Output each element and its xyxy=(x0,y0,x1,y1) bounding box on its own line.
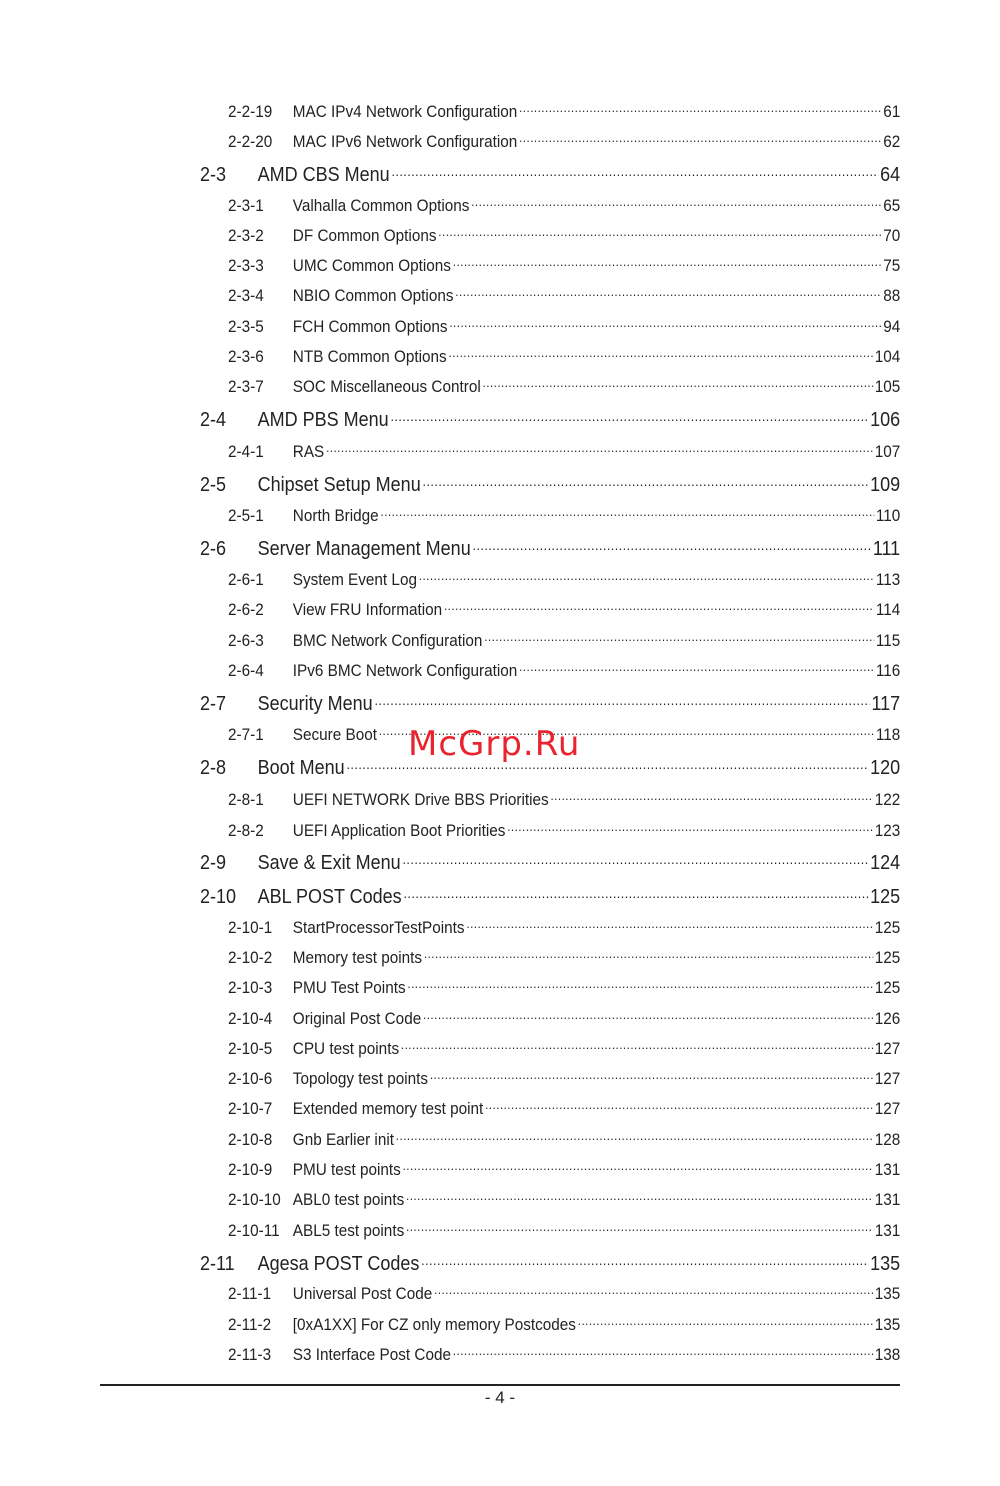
dot-leader xyxy=(423,471,869,491)
toc-section[interactable] xyxy=(200,849,900,873)
toc-entry-title: Secure Boot xyxy=(292,725,378,744)
toc-entry-title: Gnb Earlier init xyxy=(292,1130,394,1149)
toc-section[interactable] xyxy=(200,535,900,559)
dot-leader xyxy=(403,1158,873,1175)
toc-section-title: Chipset Setup Menu xyxy=(257,474,421,496)
toc-entry-title: Memory test points xyxy=(292,948,423,967)
toc-entry[interactable] xyxy=(228,1219,900,1241)
toc-section[interactable] xyxy=(200,406,900,430)
toc-entry-page: 125 xyxy=(874,918,901,937)
dot-leader xyxy=(507,819,873,836)
toc-entry[interactable] xyxy=(228,345,900,367)
toc-entry[interactable] xyxy=(228,194,900,216)
toc-section-number: 2-10 xyxy=(200,886,237,908)
toc-entry-page: 125 xyxy=(874,978,901,997)
toc-entry[interactable] xyxy=(228,976,900,998)
toc-entry-title: BMC Network Configuration xyxy=(292,631,483,650)
toc-entry-page: 123 xyxy=(874,821,901,840)
dot-leader xyxy=(390,406,868,426)
toc-entry[interactable] xyxy=(228,315,900,337)
toc-entry[interactable] xyxy=(228,284,900,306)
toc-entry-page: 65 xyxy=(883,196,901,215)
toc-entry-title: UEFI Application Boot Priorities xyxy=(292,821,506,840)
toc-entry-title: North Bridge xyxy=(292,506,379,525)
toc-entry-page: 138 xyxy=(874,1345,901,1364)
dot-leader xyxy=(484,629,874,646)
toc-section-page: 64 xyxy=(880,164,901,186)
toc-entry-number: 2-3-3 xyxy=(228,256,264,275)
dot-leader xyxy=(453,1343,873,1360)
toc-entry-number: 2-10-11 xyxy=(228,1221,280,1240)
toc-entry-number: 2-6-3 xyxy=(228,631,264,650)
toc-entry-page: 62 xyxy=(883,132,901,151)
toc-entry-number: 2-6-1 xyxy=(228,570,264,589)
toc-entry-title: MAC IPv4 Network Configuration xyxy=(292,102,518,121)
dot-leader xyxy=(406,1188,873,1205)
dot-leader xyxy=(430,1067,873,1084)
toc-section-number: 2-3 xyxy=(200,164,227,186)
toc-entry[interactable] xyxy=(228,946,900,968)
toc-section-title: Server Management Menu xyxy=(257,538,471,560)
toc-entry[interactable] xyxy=(228,1097,900,1119)
toc-entry-number: 2-3-7 xyxy=(228,377,264,396)
toc-section-page: 120 xyxy=(870,757,901,779)
toc-entry[interactable] xyxy=(228,1007,900,1029)
dot-leader xyxy=(444,598,874,615)
toc-entry[interactable] xyxy=(228,100,900,122)
toc-entry[interactable] xyxy=(228,440,900,462)
toc-entry[interactable] xyxy=(228,1158,900,1180)
toc-entry-page: 61 xyxy=(883,102,901,121)
toc-entry-title: DF Common Options xyxy=(292,226,437,245)
toc-entry-title: System Event Log xyxy=(292,570,417,589)
toc-entry[interactable] xyxy=(228,916,900,938)
toc-entry[interactable] xyxy=(228,788,900,810)
toc-section-page: 106 xyxy=(870,409,901,431)
toc-entry-page: 122 xyxy=(874,790,901,809)
toc-entry-number: 2-3-1 xyxy=(228,196,264,215)
toc-entry[interactable] xyxy=(228,1282,900,1304)
toc-entry-number: 2-10-6 xyxy=(228,1069,273,1088)
toc-entry-title: StartProcessorTestPoints xyxy=(292,918,465,937)
toc-entry[interactable] xyxy=(228,659,900,681)
toc-section-page: 117 xyxy=(871,693,901,715)
toc-entry-page: 127 xyxy=(874,1069,901,1088)
toc-entry[interactable] xyxy=(228,504,900,526)
dot-leader xyxy=(550,788,872,805)
toc-entry-page: 107 xyxy=(874,442,901,461)
toc-entry-title: ABL0 test points xyxy=(292,1190,405,1209)
toc-entry-number: 2-3-6 xyxy=(228,347,264,366)
toc-entry-page: 127 xyxy=(874,1099,901,1118)
page-number: - 4 - xyxy=(484,1388,516,1407)
dot-leader xyxy=(326,440,873,457)
toc-section[interactable] xyxy=(200,161,900,185)
dot-leader xyxy=(401,1037,873,1054)
toc-entry-number: 2-4-1 xyxy=(228,442,264,461)
toc-entry-title: UMC Common Options xyxy=(292,256,451,275)
toc-entry-page: 113 xyxy=(875,570,901,589)
dot-leader xyxy=(419,568,874,585)
toc-entry-page: 126 xyxy=(874,1009,901,1028)
toc-entry-page: 115 xyxy=(875,631,901,650)
toc-section-title: Security Menu xyxy=(257,693,373,715)
toc-entry-page: 105 xyxy=(874,377,901,396)
toc-entry[interactable] xyxy=(228,1037,900,1059)
toc-entry-page: 131 xyxy=(874,1221,901,1240)
toc-entry-page: 118 xyxy=(875,725,901,744)
dot-leader xyxy=(396,1128,873,1145)
dot-leader xyxy=(407,976,873,993)
toc-entry[interactable] xyxy=(228,130,900,152)
toc-entry-page: 94 xyxy=(883,317,901,336)
toc-entry-number: 2-7-1 xyxy=(228,725,264,744)
toc-entry-title: FCH Common Options xyxy=(292,317,448,336)
toc-entry[interactable] xyxy=(228,1128,900,1150)
watermark-logo: McGrp.Ru xyxy=(408,724,581,764)
toc-section-title: Save & Exit Menu xyxy=(257,852,401,874)
dot-leader xyxy=(423,1007,873,1024)
toc-entry-title: Universal Post Code xyxy=(292,1284,433,1303)
dot-leader xyxy=(374,690,869,710)
toc-section-number: 2-6 xyxy=(200,538,227,560)
toc-section-number: 2-8 xyxy=(200,757,227,779)
toc-entry-number: 2-10-10 xyxy=(228,1190,281,1209)
toc-entry-title: View FRU Information xyxy=(292,600,443,619)
toc-entry-number: 2-3-5 xyxy=(228,317,264,336)
dot-leader xyxy=(519,659,874,676)
toc-entry-number: 2-10-7 xyxy=(228,1099,273,1118)
toc-entry-title: NTB Common Options xyxy=(292,347,447,366)
dot-leader xyxy=(403,883,868,903)
toc-section[interactable] xyxy=(200,883,900,907)
toc-entry-number: 2-3-2 xyxy=(228,226,264,245)
dot-leader xyxy=(578,1313,873,1330)
toc-section-title: Agesa POST Codes xyxy=(257,1253,420,1275)
toc-entry-page: 125 xyxy=(874,948,901,967)
dot-leader xyxy=(434,1282,873,1299)
toc-entry-number: 2-10-5 xyxy=(228,1039,273,1058)
toc-entry-number: 2-10-9 xyxy=(228,1160,273,1179)
toc-entry[interactable] xyxy=(228,819,900,841)
toc-entry-number: 2-11-1 xyxy=(228,1284,272,1303)
toc-entry-page: 131 xyxy=(874,1160,901,1179)
toc-entry-page: 114 xyxy=(875,600,901,619)
toc-section-page: 124 xyxy=(870,852,901,874)
toc-section-number: 2-7 xyxy=(200,693,227,715)
dot-leader xyxy=(519,100,881,117)
toc-entry-title: S3 Interface Post Code xyxy=(292,1345,452,1364)
toc-entry-title: [0xA1XX] For CZ only memory Postcodes xyxy=(292,1315,576,1334)
toc-section-title: ABL POST Codes xyxy=(257,886,402,908)
toc-entry-title: CPU test points xyxy=(292,1039,400,1058)
dot-leader xyxy=(466,916,873,933)
toc-entry-title: Original Post Code xyxy=(292,1009,422,1028)
toc-entry-page: 127 xyxy=(874,1039,901,1058)
toc-entry[interactable] xyxy=(228,1313,900,1335)
dot-leader xyxy=(402,849,868,869)
toc-entry-page: 110 xyxy=(875,506,901,525)
toc-section[interactable] xyxy=(200,1250,900,1274)
toc-entry-number: 2-11-3 xyxy=(228,1345,272,1364)
toc-entry-number: 2-8-1 xyxy=(228,790,264,809)
toc-entry-title: PMU test points xyxy=(292,1160,401,1179)
toc-entry-title: PMU Test Points xyxy=(292,978,406,997)
toc-entry-number: 2-8-2 xyxy=(228,821,264,840)
toc-entry[interactable] xyxy=(228,254,900,276)
toc-entry[interactable] xyxy=(228,568,900,590)
toc-entry-title: Topology test points xyxy=(292,1069,429,1088)
dot-leader xyxy=(453,254,882,271)
dot-leader xyxy=(483,375,873,392)
toc-entry[interactable] xyxy=(228,1343,900,1365)
toc-entry-page: 70 xyxy=(883,226,901,245)
toc-entry-page: 88 xyxy=(883,286,901,305)
toc-entry-number: 2-10-3 xyxy=(228,978,273,997)
toc-entry[interactable] xyxy=(228,375,900,397)
toc-section-page: 125 xyxy=(870,886,901,908)
toc-entry-title: RAS xyxy=(292,442,325,461)
toc-entry-title: MAC IPv6 Network Configuration xyxy=(292,132,518,151)
toc-entry-title: IPv6 BMC Network Configuration xyxy=(292,661,518,680)
toc-section-title: AMD PBS Menu xyxy=(257,409,389,431)
toc-section-number: 2-4 xyxy=(200,409,227,431)
dot-leader xyxy=(380,504,874,521)
dot-leader xyxy=(473,535,872,555)
toc-entry[interactable] xyxy=(228,1188,900,1210)
toc-entry[interactable] xyxy=(228,224,900,246)
toc-entry-title: NBIO Common Options xyxy=(292,286,454,305)
toc-section-title: Boot Menu xyxy=(257,757,345,779)
toc-section-page: 111 xyxy=(872,538,901,560)
toc-entry[interactable] xyxy=(228,1067,900,1089)
toc-entry-number: 2-5-1 xyxy=(228,506,264,525)
dot-leader xyxy=(471,194,881,211)
dot-leader xyxy=(455,284,881,301)
toc-entry-number: 2-10-1 xyxy=(228,918,273,937)
dot-leader xyxy=(519,130,881,147)
toc-entry-page: 75 xyxy=(883,256,901,275)
toc-entry[interactable] xyxy=(228,629,900,651)
toc-entry-number: 2-11-2 xyxy=(228,1315,272,1334)
toc-entry[interactable] xyxy=(228,598,900,620)
toc-section-number: 2-5 xyxy=(200,474,227,496)
toc-entry-number: 2-6-4 xyxy=(228,661,264,680)
toc-section-page: 109 xyxy=(870,474,901,496)
toc-entry-page: 128 xyxy=(874,1130,901,1149)
toc-entry-page: 135 xyxy=(874,1315,901,1334)
toc-entry-page: 116 xyxy=(875,661,901,680)
dot-leader xyxy=(406,1219,873,1236)
toc-section-number: 2-9 xyxy=(200,852,227,874)
dot-leader xyxy=(391,161,878,181)
footer-divider xyxy=(100,1384,900,1386)
dot-leader xyxy=(485,1097,873,1114)
dot-leader xyxy=(449,315,881,332)
toc-entry-number: 2-10-8 xyxy=(228,1130,273,1149)
toc-entry-number: 2-3-4 xyxy=(228,286,264,305)
dot-leader xyxy=(449,345,873,362)
dot-leader xyxy=(438,224,881,241)
toc-entry-title: Extended memory test point xyxy=(292,1099,484,1118)
dot-leader xyxy=(424,946,873,963)
toc-entry-title: SOC Miscellaneous Control xyxy=(292,377,481,396)
toc-entry-number: 2-10-4 xyxy=(228,1009,273,1028)
dot-leader xyxy=(421,1250,868,1270)
toc-entry-title: Valhalla Common Options xyxy=(292,196,470,215)
toc-entry-page: 135 xyxy=(874,1284,901,1303)
toc-section-page: 135 xyxy=(870,1253,901,1275)
toc-section-number: 2-11 xyxy=(200,1253,235,1275)
toc-section-title: AMD CBS Menu xyxy=(257,164,390,186)
toc-entry-title: ABL5 test points xyxy=(292,1221,405,1240)
toc-entry-page: 104 xyxy=(874,347,901,366)
toc-section[interactable] xyxy=(200,471,900,495)
toc-entry-number: 2-2-20 xyxy=(228,132,273,151)
toc-section[interactable] xyxy=(200,690,900,714)
toc-entry-title: UEFI NETWORK Drive BBS Priorities xyxy=(292,790,549,809)
toc-entry-number: 2-2-19 xyxy=(228,102,273,121)
toc-entry-page: 131 xyxy=(874,1190,901,1209)
toc-entry-number: 2-6-2 xyxy=(228,600,264,619)
toc-entry-number: 2-10-2 xyxy=(228,948,273,967)
